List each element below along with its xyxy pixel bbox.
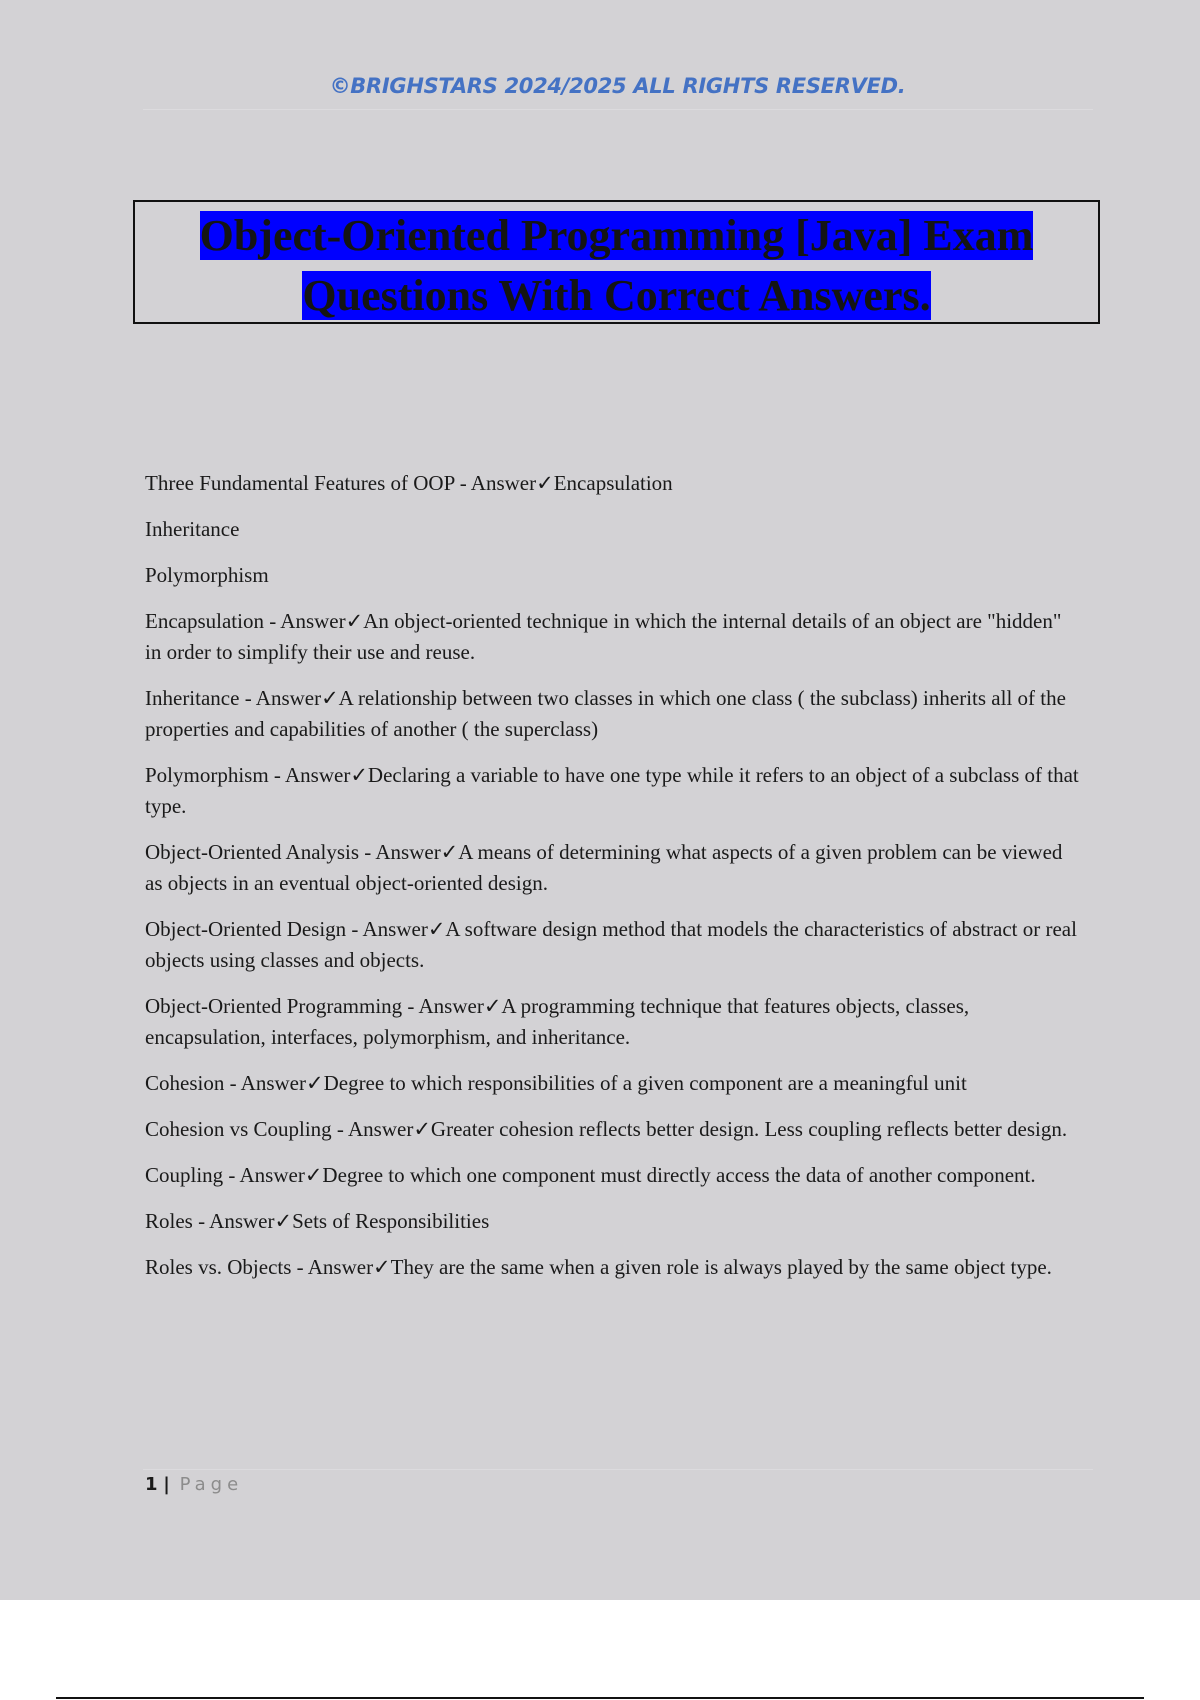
page-label: Page bbox=[179, 1474, 244, 1495]
footer-separator: | bbox=[163, 1474, 170, 1495]
qa-item: Inheritance - Answer✓A relationship between two classes in which one class ( the subclass) inherits all of the properties and capabilities of another ( the superclass) bbox=[145, 686, 1066, 741]
qa-item: Cohesion vs Coupling - Answer✓Greater cohesion reflects better design. Less coupling reflects better design. bbox=[145, 1117, 1068, 1141]
qa-item: Cohesion - Answer✓Degree to which responsibilities of a given component are a meaningful unit bbox=[145, 1071, 967, 1095]
header-divider bbox=[143, 109, 1093, 110]
title-line-2 bbox=[135, 266, 1098, 326]
qa-item: Inheritance bbox=[145, 517, 240, 541]
qa-item: Coupling - Answer✓Degree to which one component must directly access the data of another component. bbox=[145, 1163, 1036, 1187]
copyright-header: ©BRIGHSTARS 2024/2025 ALL RIGHTS RESERVED. bbox=[329, 74, 906, 98]
qa-item: Encapsulation - Answer✓An object-oriented technique in which the internal details of an object are "hidden" in order to simplify their use and reuse. bbox=[145, 609, 1062, 664]
qa-item: Roles vs. Objects - Answer✓They are the same when a given role is always played by the same object type. bbox=[145, 1255, 1052, 1279]
qa-item: Object-Oriented Analysis - Answer✓A means of determining what aspects of a given problem can be viewed as objects in an eventual object-oriented design. bbox=[145, 840, 1063, 895]
page-number: 1 bbox=[145, 1474, 158, 1495]
qa-item: Roles - Answer✓Sets of Responsibilities bbox=[145, 1209, 490, 1233]
bottom-divider bbox=[56, 1697, 1144, 1699]
qa-item: Polymorphism bbox=[145, 563, 269, 587]
title-line-1-text: Object-Oriented Programming [Java] Exam bbox=[199, 211, 1034, 260]
qa-item: Polymorphism - Answer✓Declaring a variable to have one type while it refers to an object of a subclass of that type. bbox=[145, 763, 1079, 818]
title-box bbox=[133, 200, 1100, 324]
footer-divider bbox=[143, 1469, 1093, 1470]
title-line-1 bbox=[135, 206, 1098, 266]
qa-item: Object-Oriented Design - Answer✓A software design method that models the characteristics of abstract or real objects using classes and objects. bbox=[145, 917, 1077, 972]
page-footer bbox=[145, 1474, 243, 1495]
qa-list bbox=[145, 468, 1080, 1298]
title-line-2-text: Questions With Correct Answers. bbox=[302, 271, 931, 320]
qa-item: Object-Oriented Programming - Answer✓A programming technique that features objects, classes, encapsulation, interfaces, polymorphism, and inheritance. bbox=[145, 994, 970, 1049]
qa-item: Three Fundamental Features of OOP - Answer✓Encapsulation bbox=[145, 471, 673, 495]
